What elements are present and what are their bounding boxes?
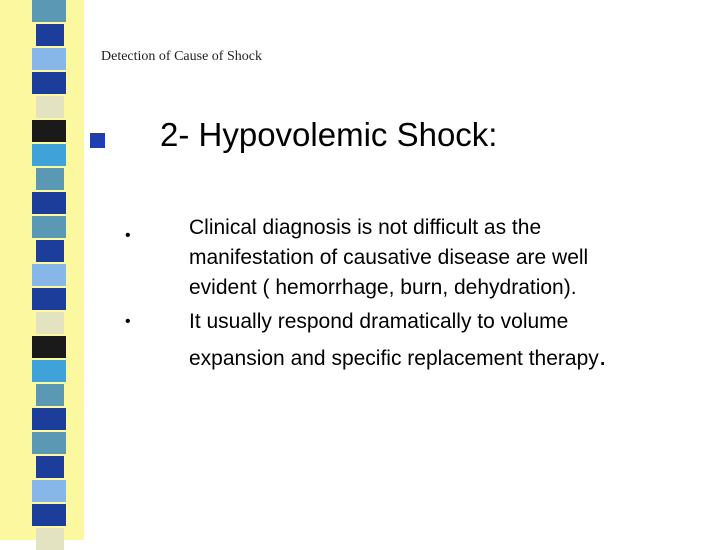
stripe-block (32, 48, 66, 70)
slide-header: Detection of Cause of Shock (101, 49, 262, 64)
stripe-block (36, 312, 64, 334)
stripe-block (32, 336, 66, 358)
stripe-block (32, 192, 66, 214)
bullet-1-line-1: Clinical diagnosis is not difficult as the (189, 216, 542, 239)
stripe-block (36, 384, 64, 406)
stripe-block (32, 264, 66, 286)
stripe-block (36, 240, 64, 262)
bullet-1-line-2: manifestation of causative disease are well (189, 246, 589, 269)
bullet-1-line-3: evident ( hemorrhage, burn, dehydration). (189, 276, 577, 299)
stripe-block (32, 360, 66, 382)
bullet-2-line-2: expansion and specific replacement therapy (189, 347, 599, 370)
stripe-block (32, 432, 66, 454)
bullet-dot-1: • (125, 227, 131, 244)
bullet-2-text (189, 307, 607, 374)
stripe-block (32, 0, 66, 22)
stripe-block (32, 504, 66, 526)
stripe-block (32, 408, 66, 430)
stripe-block (32, 288, 66, 310)
bullet-dot-2: • (125, 313, 131, 330)
square-bullet-icon (90, 133, 105, 148)
bullet-2-line-2-wrap (189, 341, 607, 374)
stripe-block (32, 144, 66, 166)
slide-title: 2- Hypovolemic Shock: (160, 116, 498, 153)
stripe-block (32, 480, 66, 502)
stripe-block (32, 72, 66, 94)
stripe-block (32, 120, 66, 142)
bullet-2-end-mark: . (598, 340, 607, 371)
stripe-block (36, 528, 64, 550)
stripe-block (32, 216, 66, 238)
bullet-2-line-1: It usually respond dramatically to volume (189, 310, 569, 333)
stripe-block (36, 24, 64, 46)
stripe-block (36, 96, 64, 118)
stripe-block (36, 456, 64, 478)
stripe-block (36, 168, 64, 190)
decorative-stripes (32, 0, 68, 540)
bullet-1-text (189, 213, 588, 303)
